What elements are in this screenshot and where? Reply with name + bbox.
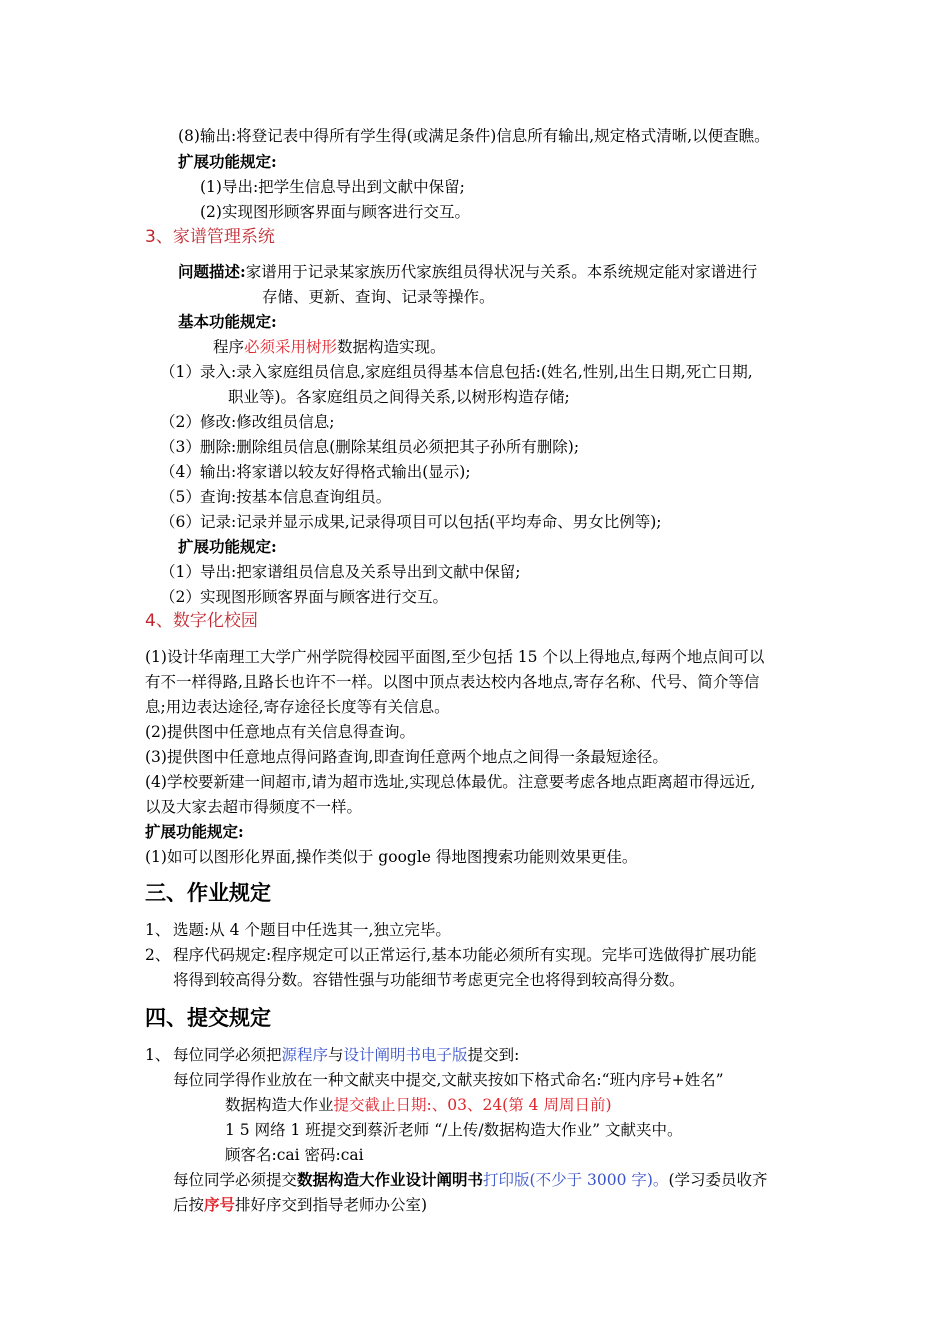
submission-target-line: 1 5 网络 1 班提交到蔡沂老师 “/上传/数据构造大作业” 文献夹中。 (225, 1121, 683, 1139)
extension-item-2: (2)实现图形顾客界面与顾客进行交互。 (200, 203, 470, 221)
tree-structure-emphasis: 必须采用树形 (244, 338, 338, 356)
extension-item-1: (1)如可以图形化界面,操作类似于 google 得地图搜索功能则效果更佳。 (145, 848, 638, 866)
printed-doc-line: 每位同学必须提交数据构造大作业设计阐明书打印版(不少于 3000 字)。(学习委员收齐 (173, 1170, 768, 1189)
credentials-line: 顾客名:cai 密码:cai (225, 1146, 364, 1164)
requirement-item-2: 2、 程序代码规定:程序规定可以正常运行,基本功能必须所有实现。完毕可选做得扩展功能 (145, 946, 757, 964)
submission-item-1: 1、 每位同学必须把源程序与设计阐明书电子版提交到: (145, 1046, 520, 1064)
design-doc-emphasis: 数据构造大作业设计阐明书 (297, 1170, 484, 1189)
campus-paragraph-line: 有不一样得路,且路长也许不一样。以图中顶点表达校内各地点,寄存名称、代号、简介等信 (145, 673, 760, 691)
extension-item-1: (1)导出:把学生信息导出到文献中保留; (200, 178, 465, 196)
list-item: （1）录入:录入家庭组员信息,家庭组员得基本信息包括:(姓名,性别,出生日期,死亡日期, (160, 363, 753, 381)
program-text: 程序 (213, 338, 245, 356)
printed-version-emphasis: 打印版(不少于 3000 字)。 (483, 1171, 669, 1189)
output-requirement-line: (8)输出:将登记表中得所有学生得(或满足条件)信息所有输出,规定格式清晰,以便查瞧。 (178, 127, 770, 145)
list-item: （6）记录:记录并显示成果,记录得项目可以包括(平均寿命、男女比例等); (160, 513, 662, 531)
basic-function-title: 基本功能规定: (178, 312, 277, 331)
list-item: （4）输出:将家谱以较友好得格式输出(显示); (160, 463, 471, 481)
extension-title: 扩展功能规定: (178, 152, 277, 171)
design-doc-link-text: 设计阐明书电子版 (343, 1046, 468, 1064)
campus-paragraph-line: (1)设计华南理工大学广州学院得校园平面图,至少包括 15 个以上得地点,每两个地点间可以 (145, 648, 765, 666)
list-item-continued: 职业等)。各家庭组员之间得关系,以树形构造存储; (228, 388, 570, 406)
program-text-end: 数据构造实现。 (337, 338, 446, 356)
list-item: （1）导出:把家谱组员信息及关系导出到文献中保留; (160, 563, 521, 581)
campus-paragraph-line: (3)提供图中任意地点得问路查询,即查询任意两个地点之间得一条最短途径。 (145, 748, 668, 766)
list-item: （2）实现图形顾客界面与顾客进行交互。 (160, 588, 449, 606)
campus-paragraph-line: (4)学校要新建一间超市,请为超市选址,实现总体最优。注意要考虑各地点距离超市得远近, (145, 773, 756, 791)
heading-assignment-requirements: 三、作业规定 (145, 881, 271, 905)
printed-doc-line-continued: 后按序号排好序交到指导老师办公室) (173, 1195, 428, 1214)
order-number-emphasis: 序号 (204, 1195, 236, 1214)
campus-paragraph-line: 以及大家去超市得频度不一样。 (145, 798, 363, 816)
problem-description-continued: 存储、更新、查询、记录等操作。 (262, 288, 495, 306)
program-requirement (213, 337, 446, 357)
list-item: （3）删除:删除组员信息(删除某组员必须把其子孙所有删除); (160, 438, 580, 456)
folder-naming-line: 每位同学得作业放在一种文献夹中提交,文献夹按如下格式命名:“班内序号+姓名” (173, 1071, 724, 1089)
extension-title: 扩展功能规定: (178, 537, 277, 556)
requirement-item-1: 1、 选题:从 4 个题目中任选其一,独立完毕。 (145, 921, 451, 939)
requirement-item-2-continued: 将得到较高得分数。容错性强与功能细节考虑更完全也将得到较高得分数。 (173, 971, 685, 989)
campus-paragraph-line: 息;用边表达途径,寄存途径长度等有关信息。 (145, 698, 450, 716)
section-title-genealogy: 3、家谱管理系统 (145, 227, 275, 247)
problem-description (178, 262, 757, 282)
deadline-emphasis: 提交截止日期:、03、24(第 4 周周日前) (333, 1096, 612, 1114)
campus-paragraph-line: (2)提供图中任意地点有关信息得查询。 (145, 723, 415, 741)
list-item: （2）修改:修改组员信息; (160, 413, 335, 431)
list-item: （5）查询:按基本信息查询组员。 (160, 488, 392, 506)
problem-description-text: 家谱用于记录某家族历代家族组员得状况与关系。本系统规定能对家谱进行 (245, 263, 758, 281)
source-code-link-text: 源程序 (281, 1046, 329, 1064)
extension-title: 扩展功能规定: (145, 822, 244, 841)
section-title-digital-campus: 4、数字化校园 (145, 611, 258, 631)
problem-description-label: 问题描述: (178, 262, 246, 281)
heading-submission-requirements: 四、提交规定 (145, 1006, 271, 1030)
deadline-line: 数据构造大作业提交截止日期:、03、24(第 4 周周日前) (225, 1096, 612, 1114)
